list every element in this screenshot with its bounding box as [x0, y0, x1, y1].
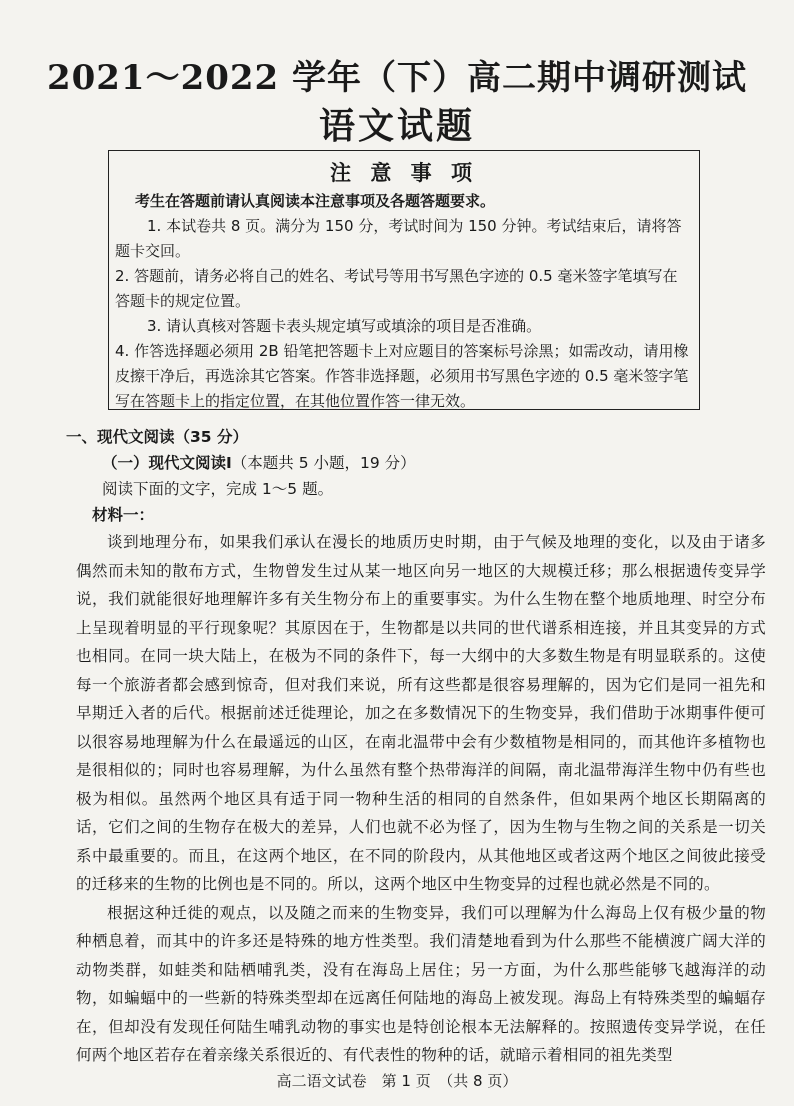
exam-subject-title: 语文试题 [318, 105, 475, 147]
notice-title: 注 意 事 项 [330, 161, 478, 185]
notice-item-4: 4. 作答选择题必须用 2B 铅笔把答题卡上对应题目的答案标号涂黑；如需改动，请用橡皮擦干净后，再选涂其它答案。作答非选择题，必须用书写黑色字迹的 0.5 毫米签字笔写在答题卡上的指定位置，在其他位置作答一律无效。 [115, 342, 689, 410]
notice-requirement: 考生在答题前请认真阅读本注意事项及各题答题要求。 [135, 192, 496, 210]
subsection-title: （一）现代文阅读Ⅰ [102, 454, 232, 472]
notice-item-2: 2. 答题前，请务必将自己的姓名、考试号等用书写黑色字迹的 0.5 毫米签字笔填写在答题卡的规定位置。 [115, 267, 678, 310]
notice-item-1: 1. 本试卷共 8 页。满分为 150 分，考试时间为 150 分钟。考试结束后，请将答题卡交回。 [115, 217, 682, 260]
material-label: 材料一： [92, 506, 155, 524]
page-footer: 高二语文试卷 第 1 页 （共 8 页） [276, 1072, 518, 1090]
section-heading: 一、现代文阅读（35 分） [66, 428, 248, 446]
notice-box [108, 150, 700, 410]
subsection-detail: （本题共 5 小题，19 分） [231, 454, 416, 472]
reading-instruction: 阅读下面的文字，完成 1～5 题。 [102, 480, 334, 498]
exam-title: 2021～2022 学年（下）高二期中调研测试 [46, 58, 748, 98]
reading-section [66, 424, 766, 1070]
paragraph-1: 谈到地理分布，如果我们承认在漫长的地质历史时期，由于气候及地理的变化，以及由于诸多偶然而未知的散布方式，生物曾发生过从某一地区向另一地区的大规模迁移；那么根据遗传变异学说，我们就能很好地理解许多有关生物分布上的重要事实。为什么生物在整个地质地理、时空分布上呈现着明显的平行现象呢？其原因在于，生物都是以共同的世代谱系相连接，并且其变异的方式也相同。在同一块大陆上，在极为不同的条件下，每一大纲中的大多数生物是有明显联系的。这使每一个旅游者都会感到惊奇，但对我们来说，所有这些都是很容易理解的，因为它们是同一祖先和早期迁入者的后代。根据前述迁徙理论，加之在多数情况下的生物变异，我们借助于冰期事件便可以很容易地理解为什么在最遥远的山区，在南北温带中会有少数植物是相同的，而其他许多植物也是很相似的；同时也容易理解，为什么虽然有整个热带海洋的间隔，南北温带海洋生物中仍有些也极为相似。虽然两个地区具有适于同一物种生活的相同的自然条件，但如果两个地区长期隔离的话，它们之间的生物存在极大的差异，人们也就不必为怪了，因为生物与生物之间的关系是一切关系中最重要的。而且，在这两个地区，在不同的阶段内，从其他地区或者这两个地区之间彼此接受的迁移来的生物的比例也是不同的。所以，这两个地区中生物变异的过程也就必然是不同的。 [76, 533, 766, 893]
paragraph-2: 根据这种迁徙的观点，以及随之而来的生物变异，我们可以理解为什么海岛上仅有极少量的物种栖息着，而其中的许多还是特殊的地方性类型。我们清楚地看到为什么那些不能横渡广阔大洋的动物类群，如蛙类和陆栖哺乳类，没有在海岛上居住；另一方面，为什么那些能够飞越海洋的动物，如蝙蝠中的一些新的特殊类型却在远离任何陆地的海岛上被发现。海岛上有特殊类型的蝙蝠存在，但却没有发现任何陆生哺乳动物的事实也是特创论根本无法解释的。按照遗传变异学说，在任何两个地区若存在着亲缘关系很近的、有代表性的物种的话，就暗示着相同的祖先类型 [76, 903, 766, 1064]
notice-item-3: 3. 请认真核对答题卡表头规定填写或填涂的项目是否准确。 [147, 317, 542, 335]
subsection-heading [66, 450, 766, 476]
